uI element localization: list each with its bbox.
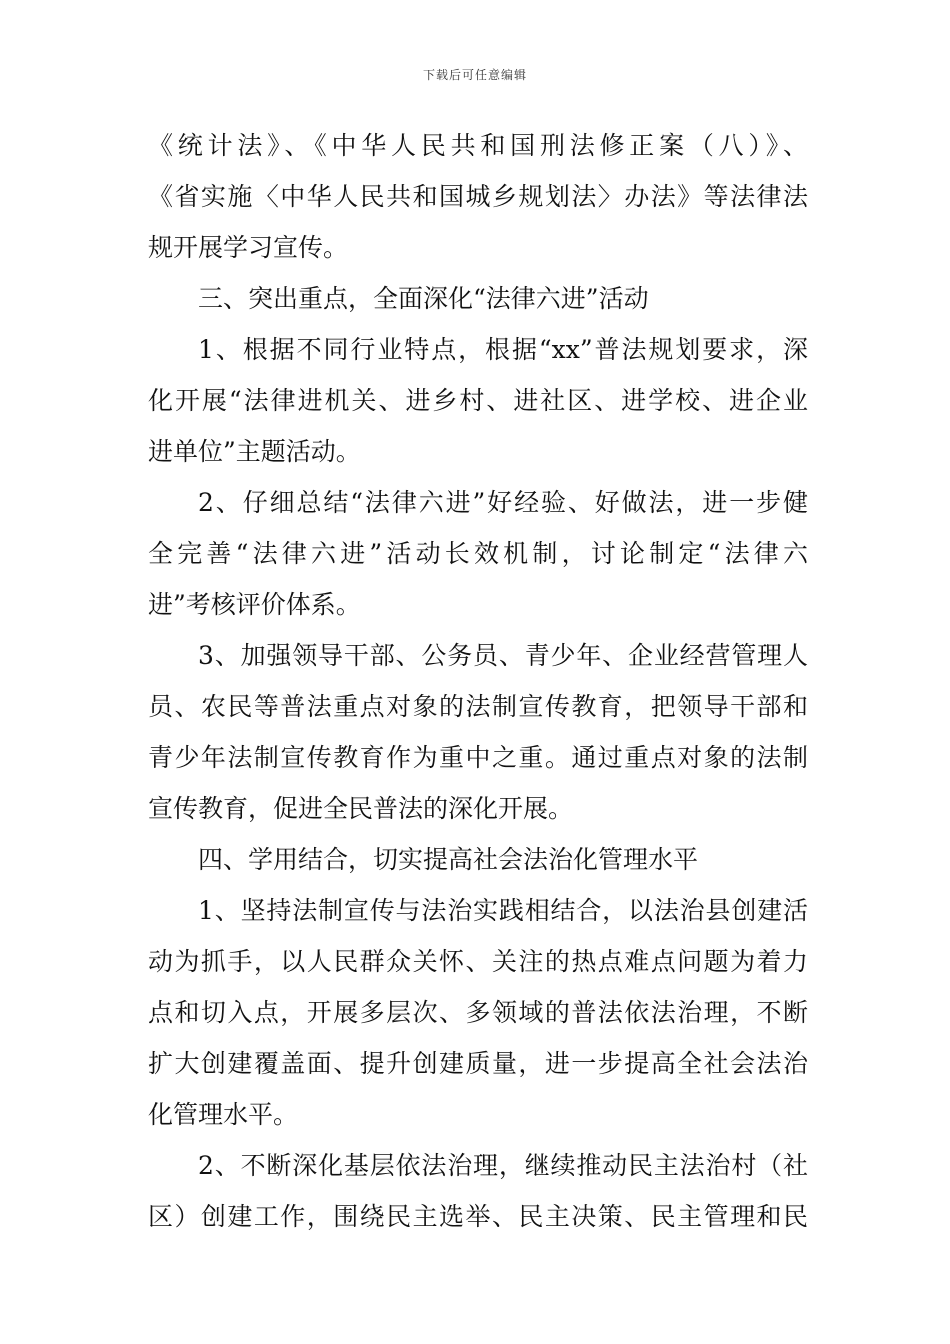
text-line: 宣传教育，促进全民普法的深化开展。 [148, 794, 574, 823]
text-line: 1、根据不同行业特点，根据“xx”普法规划要求，深 [198, 335, 808, 364]
text-line: 点和切入点，开展多层次、多领域的普法依法治理，不断 [148, 998, 808, 1027]
text-line: 进单位”主题活动。 [148, 437, 361, 466]
text-line: 2、仔细总结“法律六进”好经验、好做法，进一步健 [198, 488, 808, 517]
text-line: 1、坚持法制宣传与法治实践相结合，以法治县创建活 [198, 896, 808, 925]
text-line: 动为抓手，以人民群众关怀、关注的热点难点问题为着力 [148, 947, 808, 976]
text-line: 扩大创建覆盖面、提升创建质量，进一步提高全社会法治 [148, 1049, 808, 1078]
text-line: 员、农民等普法重点对象的法制宣传教育，把领导干部和 [148, 692, 808, 721]
text-line: 3、加强领导干部、公务员、青少年、企业经营管理人 [198, 641, 808, 670]
text-line: 化开展“法律进机关、进乡村、进社区、进学校、进企业 [148, 386, 808, 415]
text-line: 青少年法制宣传教育作为重中之重。通过重点对象的法制 [148, 743, 808, 772]
text-line: 规开展学习宣传。 [148, 233, 349, 262]
header-note: 下载后可任意编辑 [422, 68, 527, 82]
text-line: 区）创建工作，围绕民主选举、民主决策、民主管理和民 [148, 1202, 808, 1231]
body-text [148, 120, 808, 1242]
text-line: 三、突出重点，全面深化“法律六进”活动 [198, 284, 649, 313]
text-line: 《统计法》、《中华人民共和国刑法修正案（八）》、 [148, 131, 808, 160]
text-line: 化管理水平。 [148, 1100, 299, 1129]
text-line: 四、学用结合，切实提高社会法治化管理水平 [198, 845, 699, 874]
text-line: 2、不断深化基层依法治理，继续推动民主法治村（社 [198, 1151, 808, 1180]
text-line: 《省实施〈中华人民共和国城乡规划法〉办法》等法律法 [148, 182, 808, 211]
text-line: 全完善“法律六进”活动长效机制，讨论制定“法律六 [148, 539, 808, 568]
text-line: 进”考核评价体系。 [148, 590, 361, 619]
